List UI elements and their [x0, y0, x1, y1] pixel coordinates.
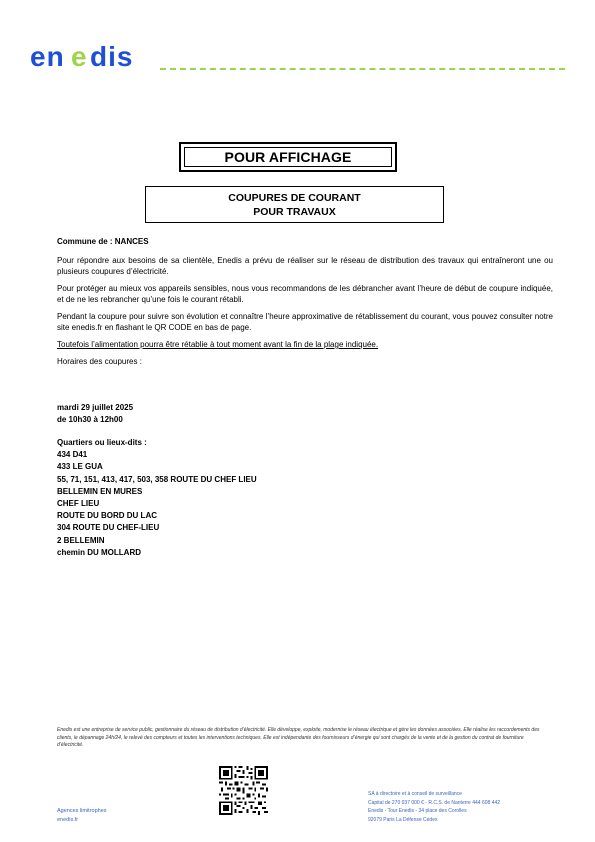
legal-line-2: Capital de 270 037 000 € - R.C.S. de Nanterre 444 608 442	[368, 799, 501, 806]
header-rule	[160, 68, 565, 70]
legal-line-4: 92079 Paris La Défense Cedex	[368, 816, 438, 823]
footer-links	[57, 807, 107, 825]
lieu-item: 55, 71, 151, 413, 417, 503, 358 ROUTE DU CHEF LIEU	[57, 474, 257, 484]
paragraph-1: Pour répondre aux besoins de sa clientèle, Enedis a prévu de réaliser sur le réseau de distribution des travaux qui entraîneront une ou plusieurs coupures d’électricité.	[57, 256, 553, 276]
lieu-item: 304 ROUTE DU CHEF-LIEU	[57, 523, 160, 533]
lieux-label: Quartiers ou lieux-dits :	[57, 438, 147, 447]
pour-affichage-label: POUR AFFICHAGE	[184, 147, 392, 167]
agences-link[interactable]: Agences limitrophes	[57, 808, 107, 814]
lieu-item: 2 BELLEMIN	[57, 535, 105, 545]
body-text	[57, 236, 553, 367]
coupure-hours: de 10h30 à 12h00	[57, 414, 123, 424]
coupure-date: mardi 29 juillet 2025	[57, 403, 134, 412]
site-link[interactable]: enedis.fr	[57, 817, 79, 823]
enedis-logo	[30, 42, 156, 70]
lieu-item: 434 D41	[57, 450, 88, 460]
commune: Commune de : NANCES	[57, 237, 149, 246]
paragraph-2: Pour protéger au mieux vos appareils sensibles, nous vous recommandons de les débrancher avant l’heure de début de coupure indiquée, et de ne les rebrancher qu’une fois le courant rétabli.	[57, 284, 553, 304]
title-box	[145, 186, 444, 223]
lieu-item: CHEF LIEU	[57, 499, 100, 509]
title-line-1: COUPURES DE COURANT	[228, 191, 361, 204]
svg-text:e: e	[71, 42, 87, 70]
legal-line-3: Enedis - Tour Enedis - 34 place des Corolles	[368, 808, 467, 814]
legal-info	[368, 790, 500, 824]
qr-code-icon[interactable]	[219, 766, 268, 815]
availability-note: Toutefois l’alimentation pourra être rétablie à tout moment avant la fin de la plage indiquée.	[57, 340, 379, 349]
pour-affichage-box	[179, 142, 397, 172]
title-line-2: POUR TRAVAUX	[253, 205, 336, 218]
horaires-label: Horaires des coupures :	[57, 357, 142, 366]
lieu-item: 433 LE GUA	[57, 462, 103, 472]
svg-text:dis: dis	[90, 42, 134, 70]
lieu-item: BELLEMIN EN MURES	[57, 486, 143, 496]
lieu-item: ROUTE DU BORD DU LAC	[57, 511, 157, 521]
lieu-item: chemin DU MOLLARD	[57, 547, 141, 557]
footer-mention: Enedis est une entreprise de service public, gestionnaire du réseau de distribution d’électricité. Elle développe, exploite, modernise le réseau électrique et gère les données associées. Elle réalise les raccordements des clients, le dépannage 24h/24, le relevé des compteurs et toutes les interventions techniques. Elle est indépendante des fournisseurs d’énergie qui sont chargés de la vente et de la gestion du contrat de fourniture d’électricité.	[57, 727, 540, 748]
coupure-schedule	[57, 402, 133, 425]
lieux-list	[57, 437, 257, 559]
legal-line-1: SA à directoire et à conseil de surveillance	[368, 791, 462, 797]
paragraph-3: Pendant la coupure pour suivre son évolution et connaître l’heure approximative de rétablissement du courant, vous pouvez consulter notre site enedis.fr en flashant le QR CODE en bas de page.	[57, 312, 553, 332]
svg-text:en: en	[30, 42, 65, 70]
